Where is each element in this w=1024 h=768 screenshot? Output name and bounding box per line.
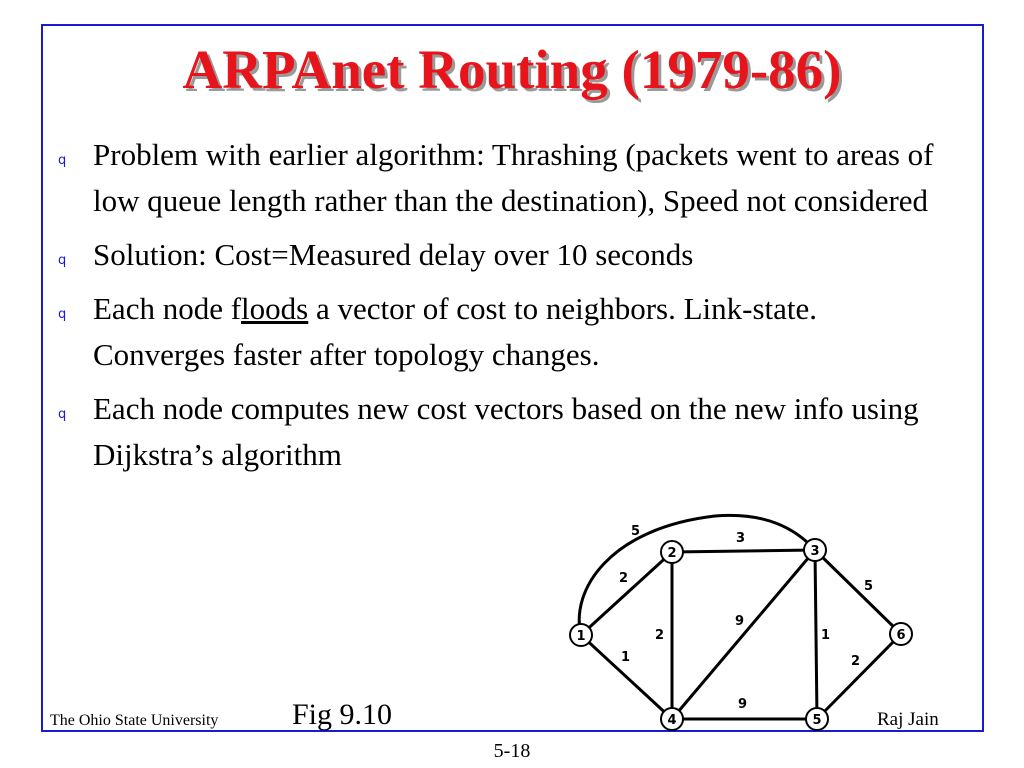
bullet-item xyxy=(58,232,938,278)
bullet-text-pre: Each node f xyxy=(93,291,242,326)
edge-1-4 xyxy=(581,635,672,719)
cost-label: 1 xyxy=(821,628,831,643)
bullet-text: Problem with earlier algorithm: Thrashing (packets went to areas of low queue length rather than the destination), Speed not considered xyxy=(93,137,934,218)
edge-3-5 xyxy=(815,550,817,719)
page-number: 5-18 xyxy=(493,740,531,762)
cost-label: 2 xyxy=(851,654,861,669)
cost-label: 2 xyxy=(619,571,629,586)
cost-label: 1 xyxy=(621,650,631,665)
edge-1-2 xyxy=(581,552,672,635)
node-label: 2 xyxy=(667,546,677,561)
edge-1-3 xyxy=(579,515,815,635)
bullet-marker-icon: q xyxy=(58,407,67,422)
bullet-item xyxy=(58,386,938,478)
bullet-text: Solution: Cost=Measured delay over 10 seconds xyxy=(93,237,694,272)
bullet-marker-icon: q xyxy=(58,253,67,268)
edge-3-4 xyxy=(672,550,815,719)
bullet-text xyxy=(93,286,938,378)
footer-author: Raj Jain xyxy=(877,709,939,730)
network-diagram xyxy=(555,500,935,740)
bullet-text: Each node computes new cost vectors based on the new info using Dijkstra’s algorithm xyxy=(93,391,919,472)
node-label: 4 xyxy=(667,713,677,728)
node-label: 3 xyxy=(810,544,820,559)
bullet-text-post: a vector of cost to neighbors. Link-state. Converges faster after topology changes. xyxy=(93,291,818,372)
bullet-list xyxy=(58,132,938,486)
figure-caption: Fig 9.10 xyxy=(292,698,393,731)
cost-label: 5 xyxy=(631,524,641,539)
footer-organization: The Ohio State University xyxy=(50,712,219,729)
slide-title: ARPAnet Routing (1979-86) xyxy=(182,39,842,100)
edge-5-6 xyxy=(817,634,901,719)
bullet-marker-icon: q xyxy=(58,307,67,322)
node-label: 1 xyxy=(576,629,586,644)
cost-label: 9 xyxy=(735,614,745,629)
floods-underlined: loods xyxy=(241,291,309,326)
node-label: 5 xyxy=(812,713,822,728)
cost-label: 5 xyxy=(864,579,874,594)
bullet-item xyxy=(58,132,938,224)
bullet-marker-icon: q xyxy=(58,153,67,168)
cost-label: 9 xyxy=(738,697,748,712)
node-label: 6 xyxy=(896,628,906,643)
cost-label: 2 xyxy=(655,628,665,643)
edge-2-3 xyxy=(672,550,815,552)
cost-label: 3 xyxy=(736,531,746,546)
edge-3-6 xyxy=(815,550,901,634)
bullet-item xyxy=(58,286,938,378)
